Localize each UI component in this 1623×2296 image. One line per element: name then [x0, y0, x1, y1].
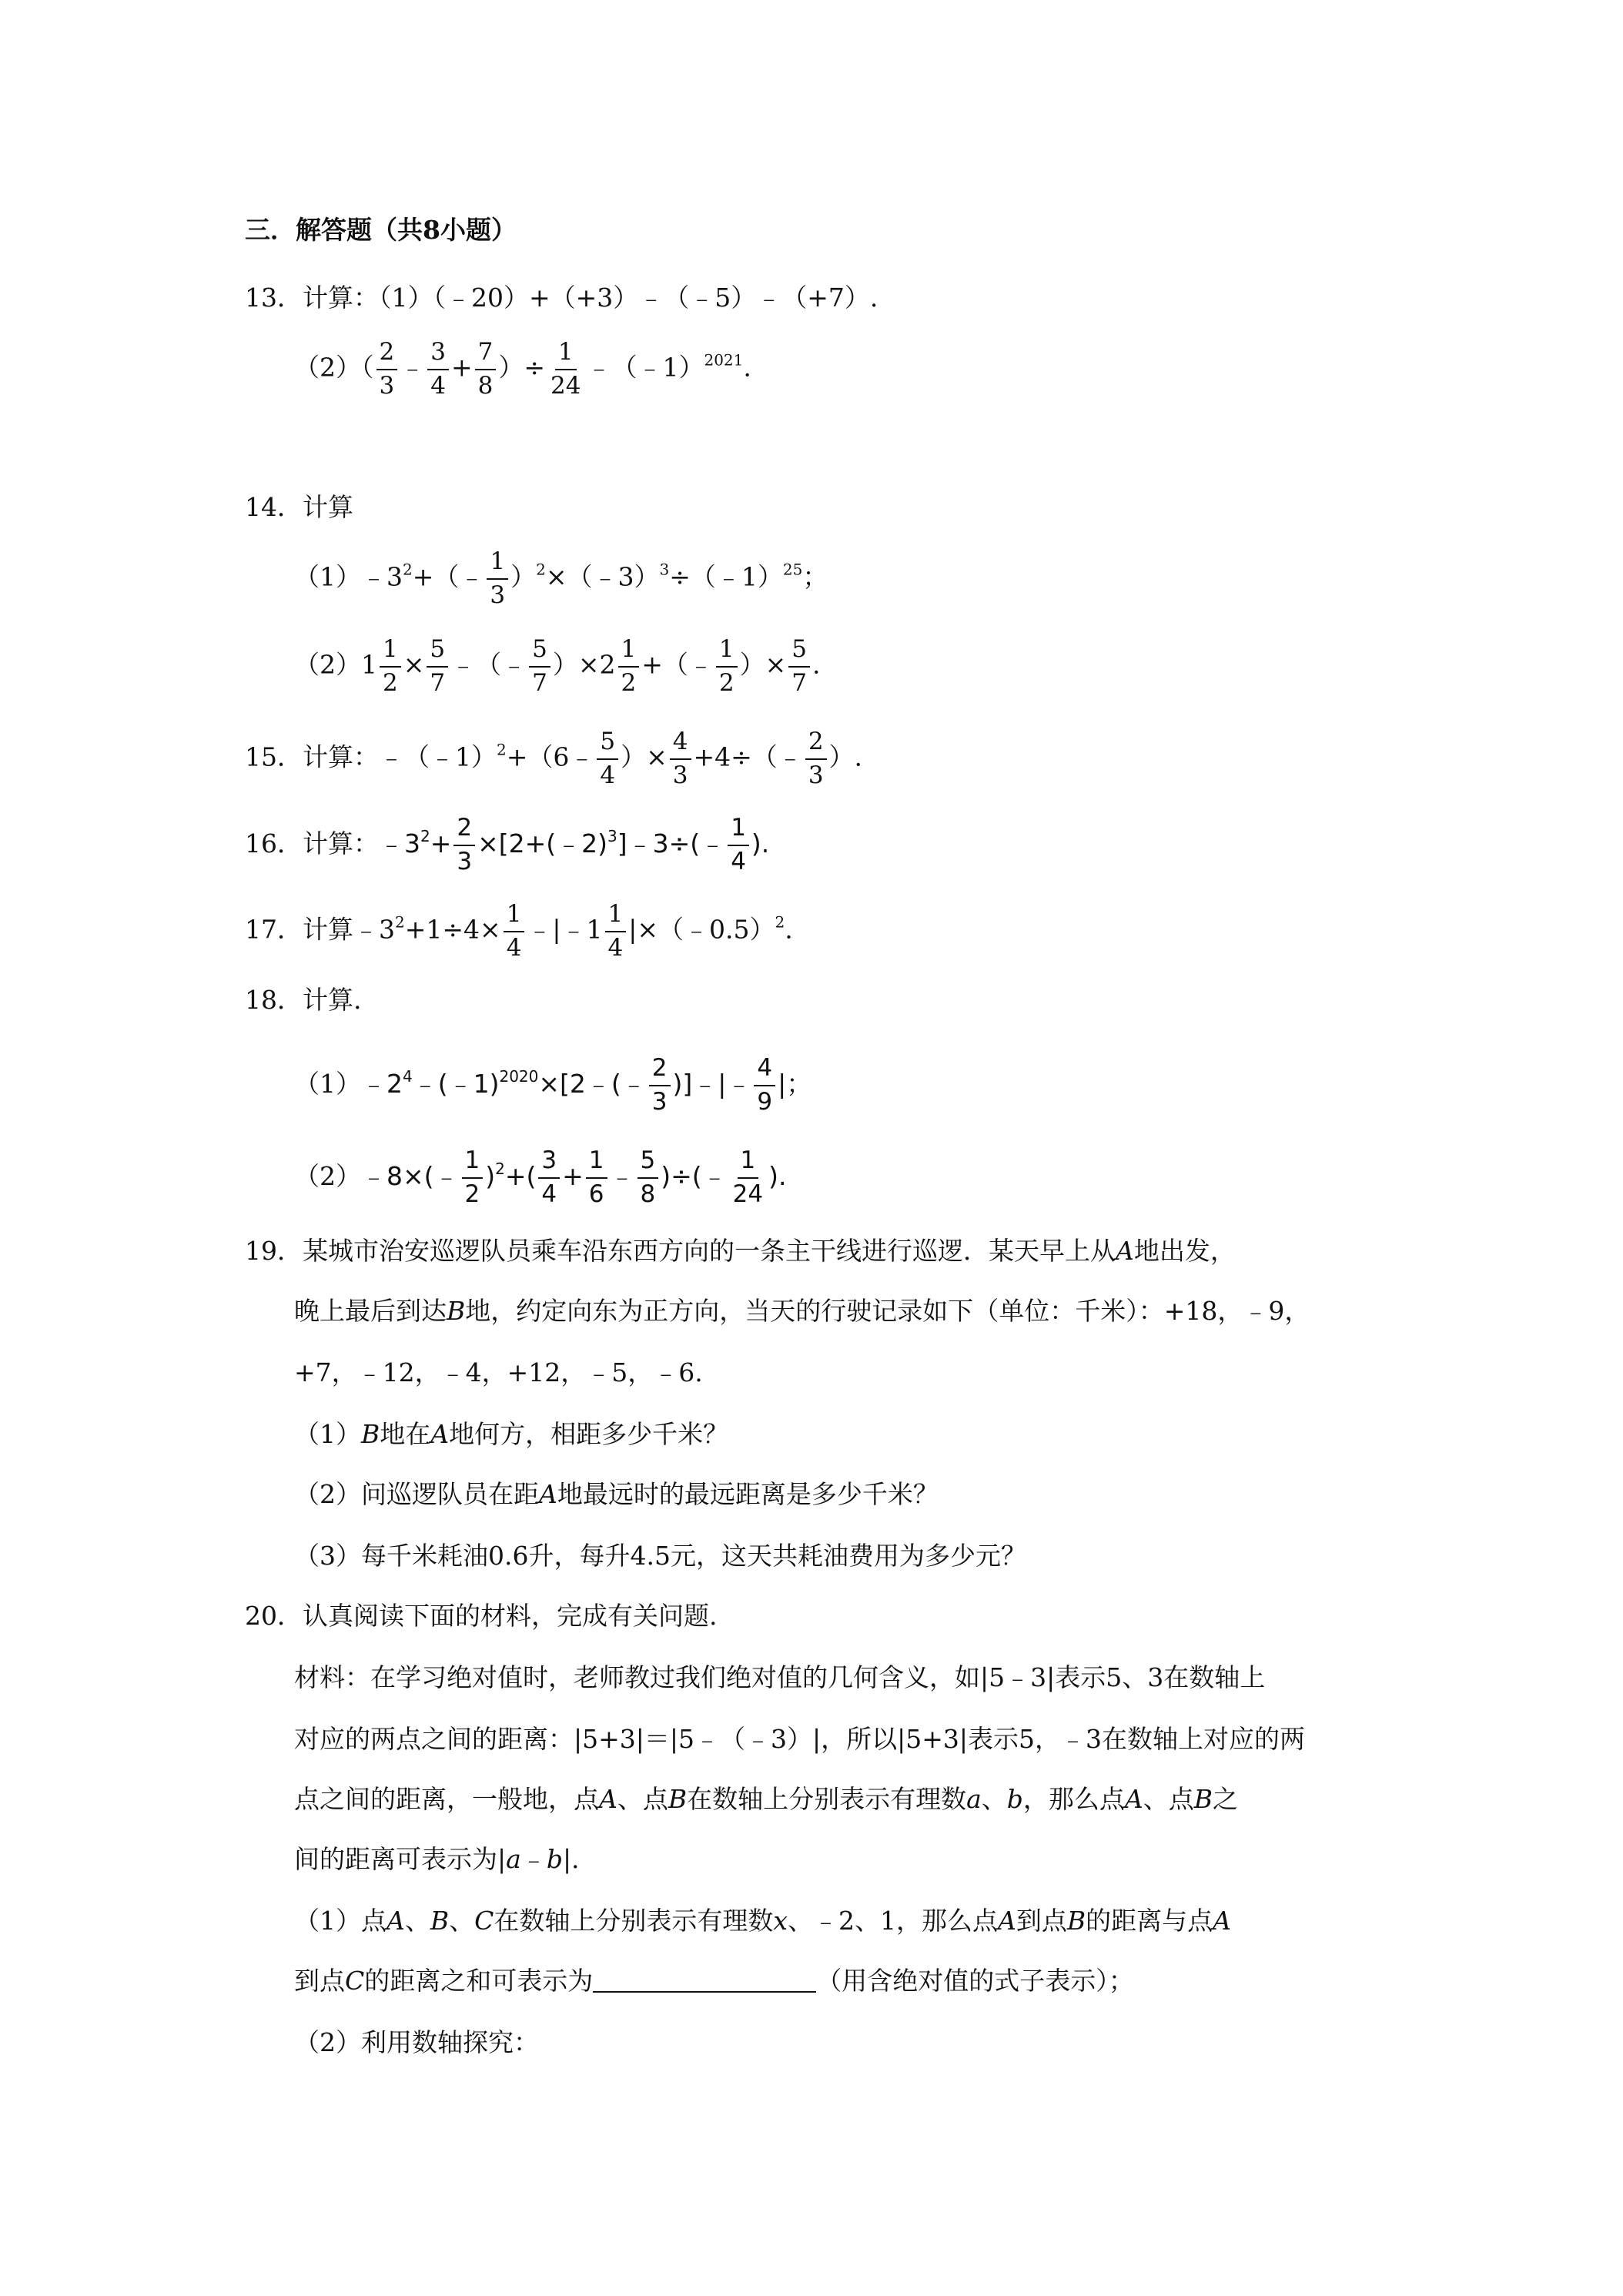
q15-frac-2: $\frac{4}{3}$ [670, 728, 691, 789]
q18-p2-frac-3: $\frac{1}{6}$ [586, 1147, 607, 1208]
section-header: 三．解答题（共8小题） [245, 215, 517, 245]
q18-part2: （2）﹣8×(﹣ $\frac{1}{2}$ )$^2$+( $\frac{3}{4}$ + $\frac{1}{6}$ ﹣ $\frac{5}{8}$ )÷(﹣ $\frac{1}{24}$ ). [294, 1146, 787, 1208]
q14-part2: （2）1 $\frac{1}{2}$ × $\frac{5}{7}$ ﹣（﹣ $\frac{5}{7}$ ）×2 $\frac{1}{2}$ +（﹣ $\frac{1}{2}$ ）× $\frac{5}{7}$ . [294, 635, 821, 697]
q19-line3: +7，﹣12，﹣4，+12，﹣5，﹣6. [294, 1357, 703, 1387]
q14-p1-frac: $\frac{1}{3}$ [487, 548, 508, 609]
q18-p2-frac-5: $\frac{1}{24}$ [732, 1146, 764, 1208]
q14-p2-frac-6: $\frac{5}{7}$ [788, 636, 810, 697]
q15-frac-3: $\frac{2}{3}$ [805, 728, 827, 789]
q13-frac-2: $\frac{3}{4}$ [427, 339, 449, 400]
q20-title: 20．认真阅读下面的材料，完成有关问题. [245, 1601, 718, 1631]
q18-p2-frac-4: $\frac{5}{8}$ [637, 1147, 659, 1208]
q20-part1-line2: 到点C的距离之和可表示为 （用含绝对值的式子表示）； [294, 1966, 1134, 1996]
q18-title: 18．计算. [245, 985, 362, 1015]
q16-line: 16．计算：$﹣3^2+$ $\frac{2}{3}$ ×[2+(﹣2)$^3$]﹣3÷(﹣ $\frac{1}{4}$ ). [245, 814, 770, 875]
q13-frac-3: $\frac{7}{8}$ [475, 339, 497, 400]
q13-frac-4: $\frac{1}{24}$ [550, 338, 581, 400]
answer-blank[interactable] [593, 1971, 816, 1993]
q14-part1: $(1)﹣3^2+(﹣$ $\frac{1}{3}$ ）$^2$×（﹣3）$^3$÷（﹣1）$^{25}$； [294, 547, 828, 609]
q20-material-1: 材料：在学习绝对值时，老师教过我们绝对值的几何含义，如|5﹣3|表示5、3在数轴上 [294, 1662, 1266, 1692]
q16-frac-1: $\frac{2}{3}$ [453, 815, 475, 875]
q18-p1-frac-1: $\frac{2}{3}$ [649, 1055, 671, 1116]
q20-part1-line1: （1）点A、B、C在数轴上分别表示有理数x、﹣2、1，那么点A到点B的距离与点A [294, 1906, 1231, 1936]
q18-p2-frac-2: $\frac{3}{4}$ [538, 1147, 560, 1208]
q14-p2-frac-4: $\frac{1}{2}$ [618, 636, 640, 697]
q13-part2: （2）（ $\frac{2}{3}$ ﹣ $\frac{3}{4}$ + $\frac{7}{8}$ ）÷ $\frac{1}{24}$ ﹣（﹣1）$^{2021}$. [294, 338, 751, 400]
q15-frac-1: $\frac{5}{4}$ [597, 728, 618, 789]
q15-line: 15．计算：﹣（﹣1）$^2$+（6﹣ $\frac{5}{4}$ ）× $\frac{4}{3}$ +4÷（﹣ $\frac{2}{3}$ ）. [245, 728, 863, 789]
q14-p2-frac-2: $\frac{5}{7}$ [427, 636, 448, 697]
q17-line: 17．计算$﹣3^2+1\div 4\times$ $\frac{1}{4}$ ﹣|﹣1 $\frac{1}{4}$ |×（﹣0.5）$^2$. [245, 900, 793, 962]
q18-p1-frac-2: $\frac{4}{9}$ [754, 1055, 775, 1116]
q14-p2-frac-5: $\frac{1}{2}$ [716, 636, 738, 697]
q13-p2-prefix: （2）（ [294, 352, 374, 383]
q18-part1: $(1)﹣2^4﹣(﹣1)^{2020}\times[2﹣(﹣$ $\frac{2}{3}$ )]﹣|﹣ $\frac{4}{9}$ |； [294, 1054, 812, 1116]
q13-line1: 13．计算：（1）（﹣20）+（+3）﹣（﹣5）﹣（+7）. [245, 283, 878, 313]
q20-material-3: 点之间的距离，一般地，点A、点B在数轴上分别表示有理数a、b，那么点A、点B之 [294, 1784, 1239, 1814]
q19-sub1: （1）B地在A地何方，相距多少千米？ [294, 1419, 729, 1449]
q19-sub3: （3）每千米耗油0.6升，每升4.5元，这天共耗油费用为多少元？ [294, 1541, 1026, 1571]
q17-frac-2: $\frac{1}{4}$ [605, 901, 627, 962]
q20-part2: （2）利用数轴探究： [294, 2027, 539, 2057]
q20-material-2: 对应的两点之间的距离：|5+3|＝|5﹣（﹣3）|，所以|5+3|表示5，﹣3在数轴上对应的两 [294, 1724, 1305, 1754]
q14-title: 14．计算 [245, 492, 353, 522]
q19-line1: 19．某城市治安巡逻队员乘车沿东西方向的一条主干线进行巡逻．某天早上从A地出发， [245, 1236, 1236, 1266]
q18-p2-frac-1: $\frac{1}{2}$ [462, 1147, 484, 1208]
q14-p2-frac-1: $\frac{1}{2}$ [380, 636, 401, 697]
q19-sub2: （2）问巡逻队员在距A地最远时的最远距离是多少千米？ [294, 1479, 939, 1509]
q13-frac-1: $\frac{2}{3}$ [376, 339, 398, 400]
q20-material-4: 间的距离可表示为|a﹣b|. [294, 1844, 580, 1874]
q19-line2: 晚上最后到达B地，约定向东为正方向，当天的行驶记录如下（单位：千米）：+18，﹣9， [294, 1296, 1310, 1326]
q14-p2-frac-3: $\frac{5}{7}$ [529, 636, 550, 697]
q17-frac-1: $\frac{1}{4}$ [504, 901, 525, 962]
q16-frac-2: $\frac{1}{4}$ [728, 815, 749, 875]
